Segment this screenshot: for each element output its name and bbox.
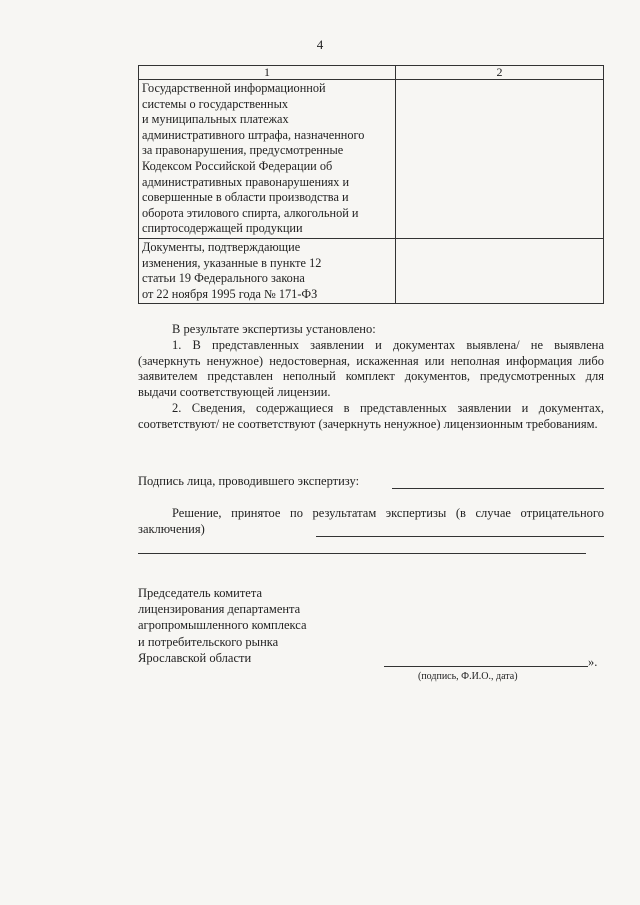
chair-line: лицензирования департамента	[138, 602, 301, 617]
chair-line: Председатель комитета	[138, 586, 262, 600]
cell-line: и муниципальных платежах	[142, 112, 289, 127]
signature-caption: (подпись, Ф.И.О., дата)	[418, 671, 518, 682]
cell-line: административного штрафа, назначенного	[142, 127, 365, 142]
table-cell-value	[396, 80, 604, 239]
table-header-row	[139, 66, 604, 80]
cell-line: системы о государственных	[142, 96, 288, 111]
cell-line: изменения, указанные в пункте 12	[142, 255, 322, 270]
chair-line: Ярославской области	[138, 650, 252, 665]
cell-line: статьи 19 Федерального закона	[142, 271, 305, 286]
chair-line: и потребительского рынка	[138, 634, 279, 649]
table-row	[139, 238, 604, 303]
cell-line: совершенные в области производства и	[142, 190, 349, 205]
findings-section	[138, 322, 604, 433]
table-header-cell: 1	[139, 66, 396, 80]
cell-line: Документы, подтверждающие	[142, 239, 301, 254]
expertise-table	[138, 65, 604, 304]
page-number: 4	[316, 37, 324, 52]
table-cell-value	[396, 238, 604, 303]
signature-label: Подпись лица, проводившего экспертизу:	[138, 474, 360, 488]
signature-line[interactable]	[392, 488, 604, 489]
decision-line-2[interactable]	[138, 553, 586, 554]
cell-line: административных правонарушениях и	[142, 174, 350, 189]
table-row	[139, 80, 604, 239]
cell-line: оборота этилового спирта, алкогольной и	[142, 205, 359, 220]
chair-signature-line[interactable]	[384, 666, 588, 667]
decision-line-1[interactable]	[316, 536, 604, 537]
cell-line: Государственной информационной	[142, 81, 326, 95]
table-cell-description	[139, 80, 396, 239]
result-intro: В результате экспертизы установлено:	[172, 322, 376, 336]
finding-item-1: 1. В представленных заявлении и документах выявлена/ не выявлена (зачеркнуть ненужное) недостоверная, искаженная или неполная информация либо заявителем представлен неполный комплект документов, предусмотренных для выдачи соответствующей лицензии.	[138, 337, 604, 400]
table-cell-description	[139, 238, 396, 303]
chair-line: агропромышленного комплекса	[138, 618, 307, 633]
cell-line: за правонарушения, предусмотренные	[142, 143, 344, 158]
cell-line: от 22 ноября 1995 года № 171-ФЗ	[142, 286, 318, 301]
chairman-block	[138, 585, 307, 666]
decision-text: Решение, принятое по результатам экспертизы (в случае отрицательного заключения)	[138, 506, 604, 536]
cell-line: Кодексом Российской Федерации об	[142, 158, 333, 173]
closing-quote: ».	[588, 655, 598, 669]
table-header-cell: 2	[396, 66, 604, 80]
cell-line: спиртосодержащей продукции	[142, 221, 303, 236]
finding-item-2: 2. Сведения, содержащиеся в представленных заявлении и документах, соответствуют/ не соответствуют (зачеркнуть ненужное) лицензионным требованиям.	[138, 400, 604, 431]
